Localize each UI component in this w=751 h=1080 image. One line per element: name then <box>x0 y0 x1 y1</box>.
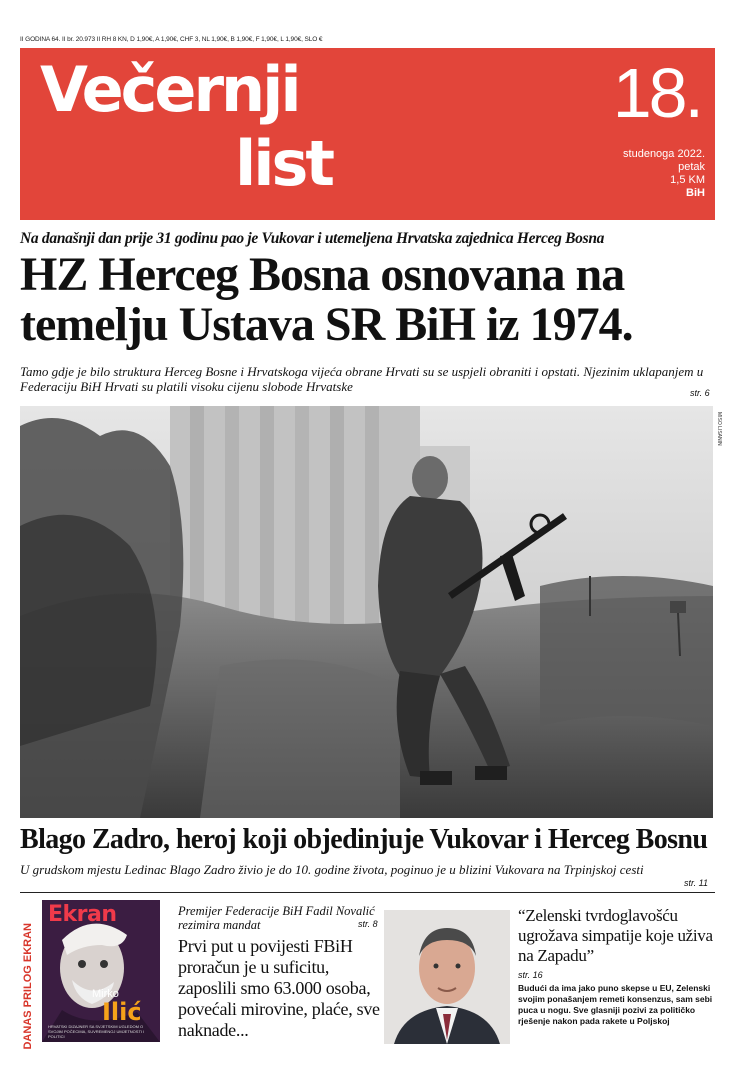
man-portrait-illustration <box>384 910 510 1044</box>
lead-photo[interactable] <box>20 406 713 818</box>
zelensky-page-ref[interactable]: str. 16 <box>518 970 543 980</box>
ekran-supplement-cover[interactable] <box>42 900 160 1042</box>
logo-list: list <box>235 127 333 200</box>
ekran-logo: Ekran <box>48 902 117 927</box>
soldier-photo-illustration <box>20 406 713 818</box>
lead-kicker: Na današnji dan prije 31 godinu pao je Vukovar i utemeljena Hrvatska zajednica Herceg Bosna <box>20 230 605 247</box>
budget-teaser[interactable] <box>178 904 380 1041</box>
logo-vecernji: Večernji <box>40 53 299 126</box>
issue-region: BiH <box>686 187 705 199</box>
lead-deck: Tamo gdje je bilo struktura Herceg Bosne i Hrvatskoga vijeća obrane Hrvati su se uspjeli obraniti i opstati. Njezinim uklapanjem u Federaciju BiH Hrvati su platili visoku cijenu slobode Hrvatske <box>20 364 704 394</box>
section-divider <box>20 892 715 893</box>
novalic-portrait[interactable] <box>384 910 510 1044</box>
issue-month-year: studenoga 2022. <box>623 148 705 160</box>
lead-page-ref[interactable]: str. 6 <box>690 388 710 398</box>
ekran-cover-text: HRVATSKI DIZAJNER SA SVJETSKIM UGLEDOM O SVOJIM POČECIMA, SUVREMENOJ UMJETNOSTI I POLITICI <box>48 1024 145 1039</box>
issue-date-meta <box>623 148 705 200</box>
ekran-last-name: Ilić <box>102 998 142 1026</box>
second-headline[interactable]: Blago Zadro, heroj koji objedinjuje Vukovar i Herceg Bosnu <box>20 824 708 855</box>
lead-headline[interactable]: HZ Herceg Bosna osnovana na temelju Ustava SR BiH iz 1974. <box>20 248 633 351</box>
second-page-ref[interactable]: str. 11 <box>684 878 709 888</box>
edition-info-line: II GODINA 64. II br. 20.973 II RH 8 KN, D 1,90€, A 1,90€, CHF 3, NL 1,90€, B 1,90€, F 1,90€, L 1,90€, SLO € <box>20 36 323 43</box>
budget-page-ref[interactable]: str. 8 <box>358 919 378 929</box>
masthead[interactable] <box>20 48 715 220</box>
issue-weekday: petak <box>678 161 705 173</box>
budget-kicker: Premijer Federacije BiH Fadil Novalić rezimira mandat <box>178 904 375 932</box>
issue-day: 18. <box>612 54 701 132</box>
budget-body: Prvi put u povijesti FBiH proračun je u suficitu, zaposlili smo 63.000 osoba, povećali mirovine, plaće, sve naknade... <box>178 936 380 1040</box>
second-deck: U grudskom mjestu Ledinac Blago Zadro živio je do 10. godine života, poginuo je u blizini Vukovara na Trpinjskoj cesti <box>20 862 644 877</box>
photo-credit: MISO LISANIN <box>716 412 722 446</box>
zelensky-teaser[interactable] <box>518 906 718 1027</box>
zelensky-quote: “Zelenski tvrdoglavošću ugrožava simpatije koje uživa na Zapadu” <box>518 906 713 965</box>
supplement-tab: DANAS PRILOG EKRAN <box>22 923 34 1050</box>
ekran-first-name: Mirko <box>92 988 119 1000</box>
zelensky-body: Budući da ima jako puno skepse u EU, Zelenski svojim ponašanjem remeti konsenzus, sam sebi puca u nogu. Sve glasniji pozivi za političko rješenje nakon pada rakete u Poljskoj <box>518 983 713 1026</box>
issue-price: 1,5 KM <box>670 174 705 186</box>
